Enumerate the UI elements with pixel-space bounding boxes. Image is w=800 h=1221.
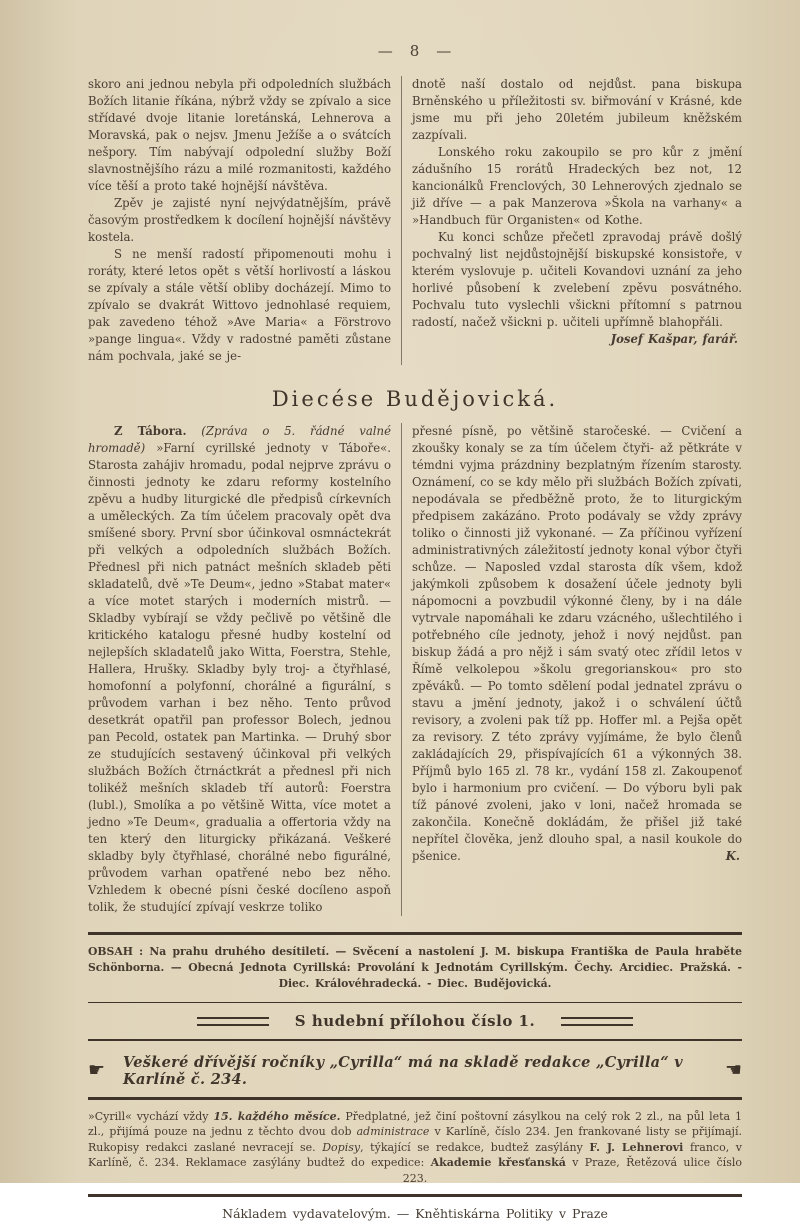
administration-ref: administrace — [356, 1125, 430, 1139]
section-continued-article — [88, 76, 742, 365]
toc-entries: Na prahu druhého desítiletí. — Svěcení a nastolení J. M. biskupa Františka de Paula hraběte Schönborna. — Obecná Jednota Cyrillská: Provolání k Jednotám Cyrillským. Čechy. Arcidiec. Pražská. - Diec. Královéhradecká. - Diec. Budějovická. — [88, 944, 742, 990]
expedition-name: Akademie křesťanská — [430, 1156, 566, 1170]
page-number-dash-left: — — [377, 42, 394, 60]
horizontal-rule — [88, 1194, 742, 1197]
double-rule-left-icon — [197, 1017, 269, 1026]
fine-print-text: v Praze, Řetězová ulice číslo 223. — [402, 1156, 742, 1185]
horizontal-rule — [88, 932, 742, 935]
double-rule-right-icon — [561, 1017, 633, 1026]
article-subtitle: (Zpráva o 5. řádné valné hromadě) — [88, 424, 391, 455]
paragraph: S ne menší radostí připomenouti mohu i roráty, které letos opět s větší horlivostí a láskou se zpívaly a stále větší obliby docházejí. Mimo to zpívalo se dvakrát Wittovo jednohlasé requiem, pak zavedeno téhož »Ave Maria« a Förstrovo »pange lingua«. Vždy v radostné paměti zůstane nám pochvala, jaké se je- — [88, 247, 391, 363]
letters-ref: Dopisy — [322, 1140, 361, 1154]
fine-print-text: v Karlíně, číslo 234. Jen frankované listy se přijímají. Rukopisy redakci zaslané nevracejí se. — [88, 1125, 742, 1154]
publication-date: 15. každého měsíce. — [213, 1109, 341, 1123]
fine-print-text: , týkající se redakce, budtež zasýlány — [360, 1140, 590, 1154]
notice-text: Veškeré dřívější ročníky „Cyrilla“ má na skladě redakce „Cyrilla“ v Karlíně č. 234. — [123, 1053, 684, 1088]
paragraph: Zpěv je zajisté nyní nejvýdatnějším, právě časovým prostředkem k docílení hojnější návštěvy kostela. — [88, 196, 391, 244]
author-signature: Josef Kašpar, farář. — [610, 332, 738, 346]
section-diecese-budejovicka — [88, 423, 742, 916]
article-body-text: přesné písně, po většině staročeské. — Cvičení a zkoušky konaly se za tím účelem čtyři- až pětkráte v témdni vyjma prázdniny bezplatným řízením starosty. Oznámení, co se kdy mělo při službách Božích zpívati, nepodávala se předběžně proto, že to liturgickým předpisem zakázáno. Proto podávaly se vždy zprávy toliko o činnosti již vykonané. — Za příčinou vyřízení administrativných záležitostí jednoty konal výbor čtyři schůze. — Naposled vzdal starosta dík všem, kdož jakýmkoli způsobem k dosažení účele jednoty byli nápomocni a povzbudil výkonné členy, by i na dále vytrvale napomáhali ke zdaru vzácného, ušlechtilého i potřebného cíle jednoty, jehož i nový nejdůst. pan biskup žádá a pro nějž i sám svatý otec zřídil letos v Římě velkolepou »školu gregorianskou« pro sto zpěváků. — Po tomto sdělení podal jednatel zprávu o stavu a jmění jednoty, jakož i o schválení účtů revisory, a zvoleni pak tíž pp. Hoffer ml. a Pejša opět za revisory. Z této zprávy vyjímáme, že bylo členů zakládajících 29, přispívajících 61 a výkonných 38. Příjmů bylo 165 zl. 78 kr., vydání 158 zl. Zakoupenoť bylo i harmonium pro cvičení. — Do výboru byli pak tíž pánové zvoleni, jako v loni, načež hromada se zakončila. Konečně dokládám, že přišel již také nepřítel člověka, jenž dlouho spal, a nasil koukole do pšenice. — [412, 424, 742, 863]
horizontal-rule — [88, 1002, 742, 1004]
article-dateline: Z Tábora. — [114, 424, 187, 438]
subscription-info — [88, 1109, 742, 1187]
left-column — [88, 423, 401, 916]
manicule-left-icon: ☚ — [724, 1059, 742, 1081]
supplement-text: S hudební přílohou číslo 1. — [294, 1012, 536, 1030]
page-number: 8 — [409, 42, 421, 60]
editor-name: F. J. Lehnerovi — [589, 1140, 684, 1154]
back-issues-notice — [88, 1054, 742, 1088]
right-column — [402, 423, 742, 916]
author-initial-signature: K. — [725, 849, 740, 863]
fine-print-text: »Cyrill« vychází vždy — [88, 1109, 214, 1123]
manicule-right-icon: ☛ — [88, 1059, 106, 1081]
horizontal-rule — [88, 1097, 742, 1100]
fine-print-text: Předplatné, jež činí poštovní zásylkou na celý rok 2 zl., na půl leta 1 zl., přijímá pouze na jednu z těchto dvou dob — [88, 1109, 742, 1139]
article-body-text: »Farní cyrillské jednoty v Táboře«. Starosta zahájiv hromadu, podal nejprve zprávu o činnosti jednoty ke zdaru reformy kostelního zpěvu a hudby liturgické dle předpisů církevních a uměleckých. Za tím účelem pracovaly opět dva smíšené sbory. První sbor účinkoval osmnáctekrát při velkých a odpoledních službách Božích. Přednesl při nich patnáct mešních skladeb pěti skladatelů, dvě »Te Deum«, jedno »Stabat mater« a více motet starých i moderních mistrů. — Skladby vybírají se vždy pečlivě po většině dle kritického katalogu přesné hudby kostelní od nejlepších skladatelů jako Witta, Foerstra, Stehle, Hallera, Hrušky. Skladby byly troj- a čtyřhlasé, homofonní a polyfonní, chorálné a figurální, s průvodem varhan i bez něho. Tento průvod desetkrát opatřil pan professor Bolech, jednou pan Pecold, ostatek pan Martinka. — Druhý sbor ze studujících sestavený účinkoval při velkých službách Božích čtrnáctkrát a přednesl při nich tolikéž mešních skladeb tří autorů: Foerstra (lubl.), Smolíka a po většině Witta, více motet a jedno »Te Deum«, gradualia a offertoria vždy na ten který den liturgicky přikázaná. Veškeré skladby byly čtyřhlasé, chorálné nebo figurálné, průvodem varhan opatřené nebo bez něho. Vzhledem k obecné písni české docíleno aspoň tolik, že studující zpívají veskrze toliko — [88, 441, 391, 914]
paragraph: dnotě naší dostalo od nejdůst. pana biskupa Brněnského u příležitosti sv. biřmování v Krásné, kde jsme mu při jeho 20letém jubileum kněžském zazpívali. — [412, 77, 742, 142]
page-number-header — [88, 42, 742, 60]
paragraph: Ku konci schůze přečetl zpravodaj právě došlý pochvalný list nejdůstojnější biskupské konsistoře, v kterém vyslovuje p. učiteli Kovandovi uznání za jeho horlivé působení k zvelebení zpěvu posvátného. Pochvalu tuto vyslechli všickni přítomní s patrnou radostí, načež všickni p. učiteli upřímně blahopřáli. — [412, 230, 742, 329]
page-number-dash-right: — — [436, 42, 453, 60]
toc-label: OBSAH : — [88, 944, 144, 958]
paragraph — [88, 423, 391, 916]
supplement-banner — [88, 1012, 742, 1030]
section-heading: Diecése Budějovická. — [271, 387, 559, 411]
right-column — [402, 76, 742, 365]
fine-print-text: franco, v Karlíně, č. 234. Reklamace zasýlány budtež do expedice: — [88, 1140, 742, 1170]
paragraph: skoro ani jednou nebyla při odpoledních službách Božích litanie říkána, nýbrž vždy se zpívalo a sice střídavé dvoje litanie loretánská, Lehnerova a Moravská, pak o nejsv. Jmenu Ježíše a o svátcích nešpory. Tím nabývají odpolední služby Boží slavnostnějšího rázu a milé rozmanitosti, každého více těší a proto také hojnější návštěva. — [88, 77, 391, 193]
horizontal-rule — [88, 1039, 742, 1041]
table-of-contents — [88, 944, 742, 992]
paragraph: Lonského roku zakoupilo se pro kůr z jmění zádušního 15 rorátů Hradeckých bez not, 12 kancionálků Frenclových, 30 Lehnerových zjednalo se již dříve — a pak Manzerova »Škola na varhany« a »Handbuch für Organisten« od Kothe. — [412, 145, 742, 227]
publisher-imprint: Nákladem vydavatelovým. — Kněhtiskárna Politiky v Praze — [222, 1205, 608, 1221]
left-column — [88, 76, 401, 365]
paragraph — [412, 423, 742, 865]
